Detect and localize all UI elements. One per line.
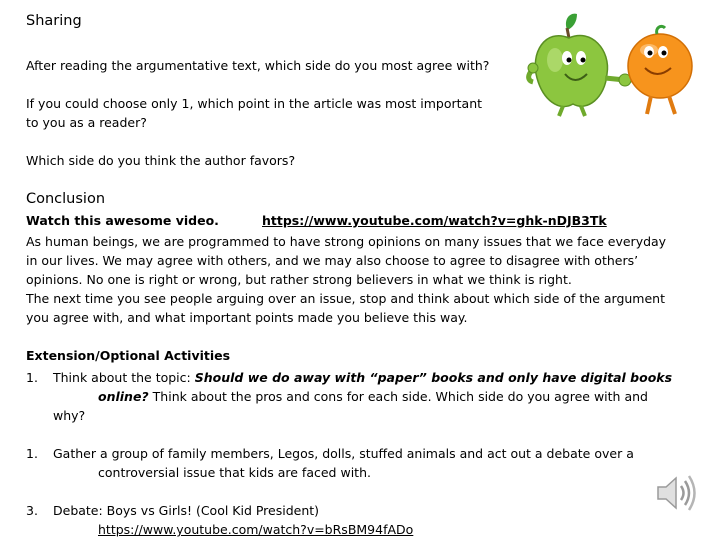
item-2-number: 1.: [26, 446, 38, 461]
item-3-line-1: Debate: Boys vs Girls! (Cool Kid President): [53, 503, 320, 518]
conclusion-line-1: As human beings, we are programmed to have strong opinions on many issues that we face everyday: [26, 234, 667, 249]
extension-heading: Extension/Optional Activities: [26, 348, 231, 363]
conclusion-heading: Conclusion: [26, 191, 106, 207]
item-1-rest: Think about the pros and cons for each side. Which side do you agree with and: [148, 389, 648, 404]
apple-orange-handshake-icon: [525, 8, 695, 120]
item-1-prefix: Think about the topic:: [53, 370, 195, 385]
conclusion-line-3: opinions. No one is right or wrong, but rather strong believers in what we think is right.: [26, 272, 572, 287]
item-3-link[interactable]: https://www.youtube.com/watch?v=bRsBM94fADo: [98, 522, 414, 537]
video-link[interactable]: https://www.youtube.com/watch?v=ghk-nDJB3Tk: [262, 213, 607, 228]
item-1-topic-end: online?: [98, 389, 149, 404]
conclusion-line-5: you agree with, and what important points made you believe this way.: [26, 310, 468, 325]
conclusion-line-4: The next time you see people arguing over an issue, stop and think about which side of the argument: [26, 291, 665, 306]
item-2-line-1: Gather a group of family members, Legos, dolls, stuffed animals and act out a debate over a: [53, 446, 634, 461]
sharing-question-2-line-1: If you could choose only 1, which point in the article was most important: [26, 96, 483, 111]
item-1-line-2: [98, 387, 648, 406]
conclusion-line-2: in our lives. We may agree with others, and we may also choose to agree to disagree with others’: [26, 253, 639, 268]
item-3-number: 3.: [26, 503, 38, 518]
sharing-heading: Sharing: [26, 13, 82, 29]
item-1-line-1: [53, 368, 672, 387]
sharing-question-3: Which side do you think the author favors?: [26, 153, 296, 168]
item-1-number: 1.: [26, 370, 38, 385]
video-label: Watch this awesome video.: [26, 213, 219, 228]
sharing-question-1: After reading the argumentative text, which side do you most agree with?: [26, 58, 490, 73]
speaker-icon[interactable]: [652, 470, 698, 516]
item-1-topic: Should we do away with “paper” books and only have digital books: [194, 370, 673, 385]
sharing-question-2-line-2: to you as a reader?: [26, 115, 147, 130]
item-1-line-3: why?: [53, 408, 86, 423]
item-2-line-2: controversial issue that kids are faced with.: [98, 465, 371, 480]
